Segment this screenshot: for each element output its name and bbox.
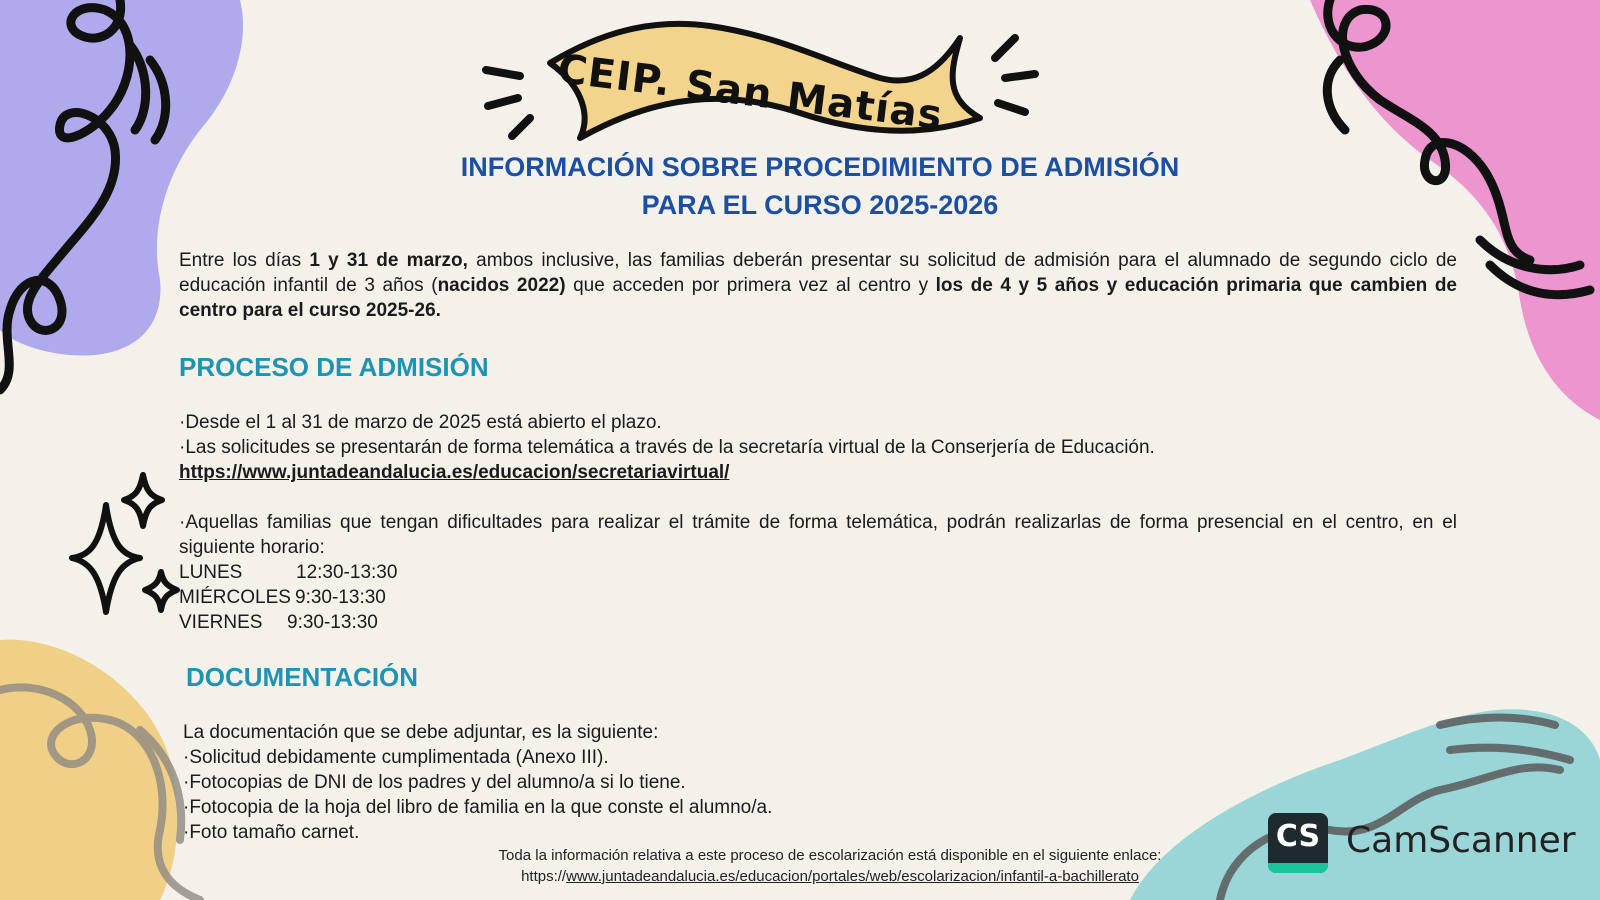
- documentacion-item: ·Fotocopias de DNI de los padres y del alumno/a si lo tiene.: [183, 772, 686, 793]
- schedule-list: [179, 560, 1457, 635]
- documentacion-block: [183, 720, 1083, 845]
- school-banner: [480, 8, 1060, 148]
- proceso-line-3: ·Aquellas familias que tengan dificultades para realizar el trámite de forma telemática, podrán realizarlas de forma presencial en el centro, en el siguiente horario:: [179, 512, 1457, 558]
- documentacion-item: ·Solicitud debidamente cumplimentada (Anexo III).: [183, 747, 609, 768]
- intro-bold-change: los de 4 y 5 años y educación primaria que cambien de centro para el curso 2025-26.: [179, 275, 1457, 321]
- intro-paragraph: [179, 248, 1457, 323]
- documentacion-item: ·Foto tamaño carnet.: [183, 822, 360, 843]
- proceso-heading: PROCESO DE ADMISIÓN: [179, 352, 489, 382]
- schedule-day: VIERNES: [179, 612, 263, 633]
- title-line-1: INFORMACIÓN SOBRE PROCEDIMIENTO DE ADMISIÓN: [460, 152, 1180, 182]
- secretaria-virtual-link[interactable]: https://www.juntadeandalucia.es/educacion/secretariavirtual/: [179, 462, 730, 483]
- intro-text-3: que acceden por primera vez al centro y: [565, 275, 936, 296]
- schedule-hours: 9:30-13:30: [295, 587, 386, 608]
- footer-info: [430, 845, 1230, 887]
- page-title: [0, 148, 1600, 224]
- camscanner-logo-icon: [1268, 813, 1328, 873]
- schedule-day: MIÉRCOLES: [179, 587, 291, 608]
- schedule-row: [179, 610, 1457, 635]
- camscanner-name: CamScanner: [1346, 820, 1576, 861]
- schedule-row: [179, 560, 1457, 585]
- schedule-day: LUNES: [179, 562, 243, 583]
- escolarizacion-link[interactable]: www.juntadeandalucia.es/educacion/portales/web/escolarizacion/infantil-a-bachillerato: [566, 868, 1139, 885]
- camscanner-logo-text: CS: [1275, 819, 1321, 854]
- documentacion-item: ·Fotocopia de la hoja del libro de familia en la que conste el alumno/a.: [183, 797, 773, 818]
- proceso-block: [179, 410, 1457, 635]
- documentacion-intro: La documentación que se debe adjuntar, es la siguiente:: [183, 722, 659, 743]
- yellow-blob: [0, 640, 177, 900]
- intro-bold-born: nacidos 2022): [437, 275, 566, 296]
- footer-line-2: [430, 866, 1230, 887]
- sparkle-top: [124, 475, 162, 526]
- school-name: CEIP. San Matías: [555, 46, 946, 140]
- intro-bold-dates: 1 y 31 de marzo,: [309, 250, 468, 271]
- schedule-hours: 12:30-13:30: [296, 562, 398, 583]
- title-line-2: PARA EL CURSO 2025-2026: [641, 190, 999, 220]
- camscanner-logo-bar: [1268, 863, 1328, 873]
- documentacion-heading: DOCUMENTACIÓN: [186, 662, 419, 692]
- intro-text-2: ambos inclusive, las familias deberán presentar su solicitud de admisión para el alumnado de segundo ciclo de educación infantil de 3 años (: [179, 250, 1458, 296]
- schedule-hours: 9:30-13:30: [287, 612, 378, 633]
- proceso-line-1: ·Desde el 1 al 31 de marzo de 2025 está abierto el plazo.: [179, 412, 662, 433]
- footer-link-prefix: https://: [521, 868, 567, 885]
- sparkle-large: [72, 505, 140, 612]
- intro-text-1: Entre los días: [179, 250, 310, 271]
- sparkle-bottom: [145, 572, 177, 610]
- footer-line-1: Toda la información relativa a este proceso de escolarización está disponible en el siguiente enlace:: [498, 847, 1162, 864]
- proceso-line-2: ·Las solicitudes se presentarán de forma telemática a través de la secretaría virtual de la Conserjería de Educación.: [179, 437, 1155, 458]
- schedule-row: [179, 585, 1457, 610]
